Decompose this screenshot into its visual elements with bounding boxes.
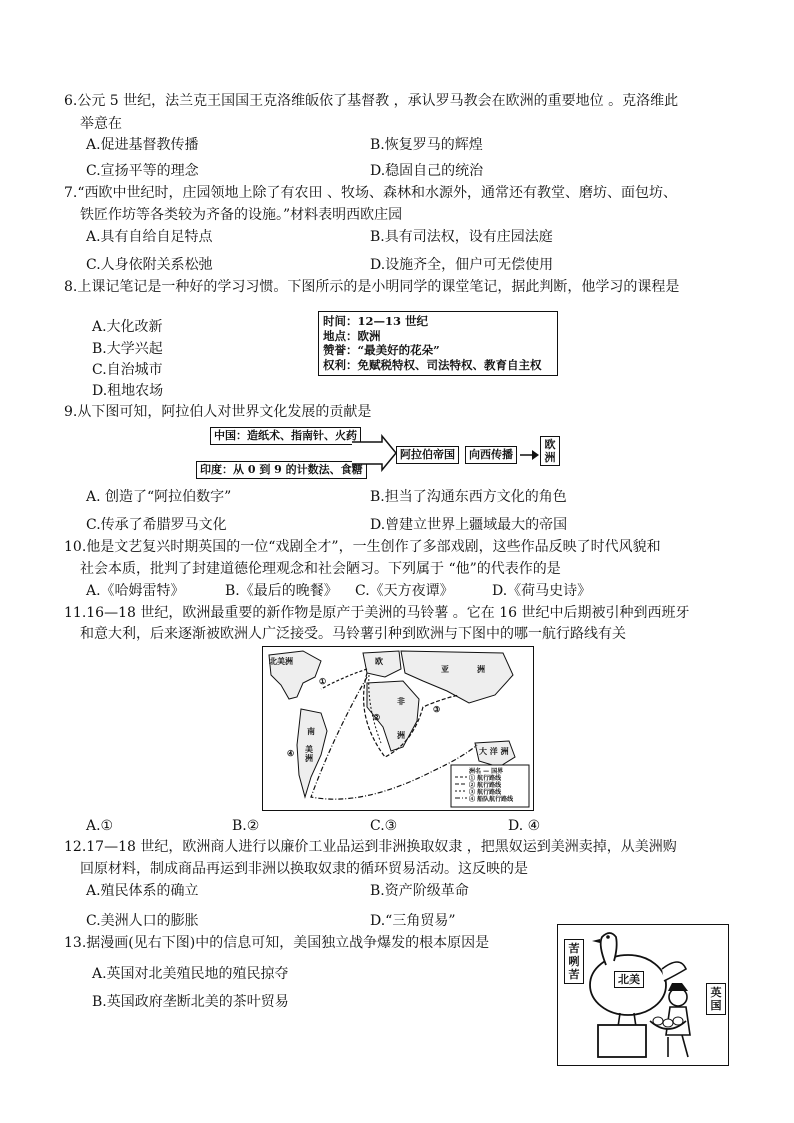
q11-option-a: A.① [86, 818, 114, 834]
q7-option-a: A.具有自给自足特点 [86, 229, 213, 245]
navigation-routes-map [262, 646, 534, 811]
q7-option-c: C.人身依附关系松弛 [86, 257, 213, 273]
map-legend-2: ② 航行路线 [469, 782, 502, 789]
flow-india-box: 印度：从 0 到 9 的计数法、食糖 [196, 461, 367, 479]
flow-arrow-icon [520, 446, 540, 464]
q10-stem-line2: 社会本质，批判了封建道德伦理观念和社会陋习。下列属于 “他”的代表作的是 [80, 561, 561, 577]
flow-arab-box: 阿拉伯帝国 [396, 446, 459, 464]
q11-stem-line2: 和意大利，后来逐渐被欧洲人广泛接受。马铃薯引种到欧洲与下图中的哪一航行路线有关 [80, 626, 626, 642]
q12-option-a: A.殖民体系的确立 [86, 883, 199, 899]
flow-europe-box: 欧洲 [540, 436, 560, 466]
q10-stem-line1: 10.他是文艺复兴时期英国的一位“戏剧全才”，一生创作了多部戏剧，这些作品反映了时代风貌和 [64, 539, 661, 555]
q7-option-b: B.具有司法权，设有庄园法庭 [370, 229, 553, 245]
q11-option-d: D. ④ [508, 818, 541, 834]
notes-rights: 权利：免赋税特权、司法特权、教育自主权 [323, 358, 542, 372]
notes-time: 时间：12—13 世纪 [323, 314, 429, 328]
q6-option-b: B.恢复罗马的辉煌 [370, 137, 483, 153]
q13-option-b: B.英国政府垄断北美的茶叶贸易 [92, 994, 289, 1010]
map-route-marker-2: ② [373, 712, 381, 722]
q12-stem-line1: 12.17—18 世纪，欧洲商人进行以廉价工业品运到非洲换取奴隶 ，把黑奴运到美洲卖掉，从美洲购 [64, 839, 677, 855]
map-label-asia-a: 亚 [441, 664, 449, 674]
q8-option-c: C.自治城市 [92, 362, 163, 378]
flow-merge-arrow [350, 434, 398, 474]
q11-stem-line1: 11.16—18 世纪，欧洲最重要的新作物是原产于美洲的马铃薯 。它在 16 世纪中后期被引种到西班牙 [64, 605, 690, 621]
q8-option-d: D.租地农场 [92, 383, 164, 399]
map-label-europe: 欧 [375, 656, 383, 666]
cartoon-tag-north-america: 北美 [614, 971, 644, 988]
q8-stem-line1: 8.上课记笔记是一种好的学习习惯。下图所示的是小明同学的课堂笔记，据此判断，他学习的课程是 [64, 279, 680, 295]
map-route-marker-3: ③ [433, 704, 441, 714]
q12-stem-line2: 回原材料，制成商品再运到非洲以换取奴隶的循环贸易活动。这反映的是 [80, 861, 528, 877]
map-legend-title: 洲名 — 国界 [469, 768, 504, 775]
q12-option-c: C.美洲人口的膨胀 [86, 913, 199, 929]
q12-option-b: B.资产阶级革命 [370, 883, 469, 899]
class-notes-box [318, 311, 558, 376]
q9-option-a: A. 创造了“阿拉伯数字” [86, 489, 232, 505]
map-label-south: 南 [307, 726, 315, 736]
q11-option-c: C.③ [370, 818, 398, 834]
map-route-marker-1: ① [319, 676, 327, 686]
cartoon-figure [557, 924, 729, 1066]
map-label-africa-b: 洲 [397, 730, 405, 740]
flow-west-box: 向西传播 [465, 446, 517, 464]
cartoon-tag-britain: 英国 [706, 983, 726, 1015]
map-label-america: 美洲 [305, 744, 313, 763]
q8-option-a: A.大化改新 [92, 319, 163, 335]
q12-option-d: D.“三角贸易” [370, 913, 456, 929]
map-route-marker-4: ④ [287, 748, 295, 758]
q8-option-b: B.大学兴起 [92, 341, 163, 357]
q9-option-d: D.曾建立世界上疆域最大的帝国 [370, 517, 568, 533]
map-legend-1: ① 航行路线 [469, 775, 502, 782]
map-label-asia-b: 洲 [477, 664, 485, 674]
q9-option-b: B.担当了沟通东西方文化的角色 [370, 489, 567, 505]
map-label-oceania: 大 洋 洲 [479, 746, 509, 756]
q13-stem-line1: 13.据漫画(见右下图)中的信息可知，美国独立战争爆发的根本原因是 [64, 935, 490, 951]
q10-option-b: B.《最后的晚餐》 [225, 583, 338, 599]
q10-option-d: D.《荷马史诗》 [492, 583, 592, 599]
notes-place: 地点：欧洲 [323, 329, 381, 343]
q7-stem-line1: 7.“西欧中世纪时，庄园领地上除了有农田 、牧场、森林和水源外，通常还有教堂、磨坊、面包坊、 [64, 185, 677, 201]
map-label-africa-a: 非 [397, 696, 405, 706]
q9-option-c: C.传承了希腊罗马文化 [86, 517, 227, 533]
q10-option-c: C.《天方夜谭》 [355, 583, 454, 599]
q9-stem-line1: 9.从下图可知，阿拉伯人对世界文化发展的贡献是 [64, 404, 372, 420]
flow-china-box: 中国：造纸术、指南针、火药 [210, 427, 361, 445]
q6-option-c: C.宣扬平等的理念 [86, 163, 199, 179]
q6-stem-line1: 6.公元 5 世纪，法兰克王国国王克洛维皈依了基督教 ，承认罗马教会在欧洲的重要地位 。克洛维此 [64, 93, 679, 109]
map-legend-3: ③ 航行路线 [469, 789, 502, 796]
notes-praise: 赞誉：“最美好的花朵” [323, 343, 440, 357]
q7-option-d: D.设施齐全，佃户可无偿使用 [370, 257, 554, 273]
q10-option-a: A.《哈姆雷特》 [86, 583, 185, 599]
q11-option-b: B.② [232, 818, 260, 834]
q6-stem-line2: 举意在 [80, 116, 122, 132]
q7-stem-line2: 铁匠作坊等各类较为齐备的设施。”材料表明西欧庄园 [80, 207, 403, 223]
map-label-north-america: 北美洲 [269, 656, 293, 666]
map-legend-4: ④ 船队航行路线 [469, 796, 514, 803]
q13-option-a: A.英国对北美殖民地的殖民掠夺 [92, 966, 289, 982]
q6-option-d: D.稳固自己的统治 [370, 163, 484, 179]
q6-option-a: A.促进基督教传播 [86, 137, 199, 153]
cartoon-tag-complaint: 苦咧苦 [564, 939, 584, 984]
